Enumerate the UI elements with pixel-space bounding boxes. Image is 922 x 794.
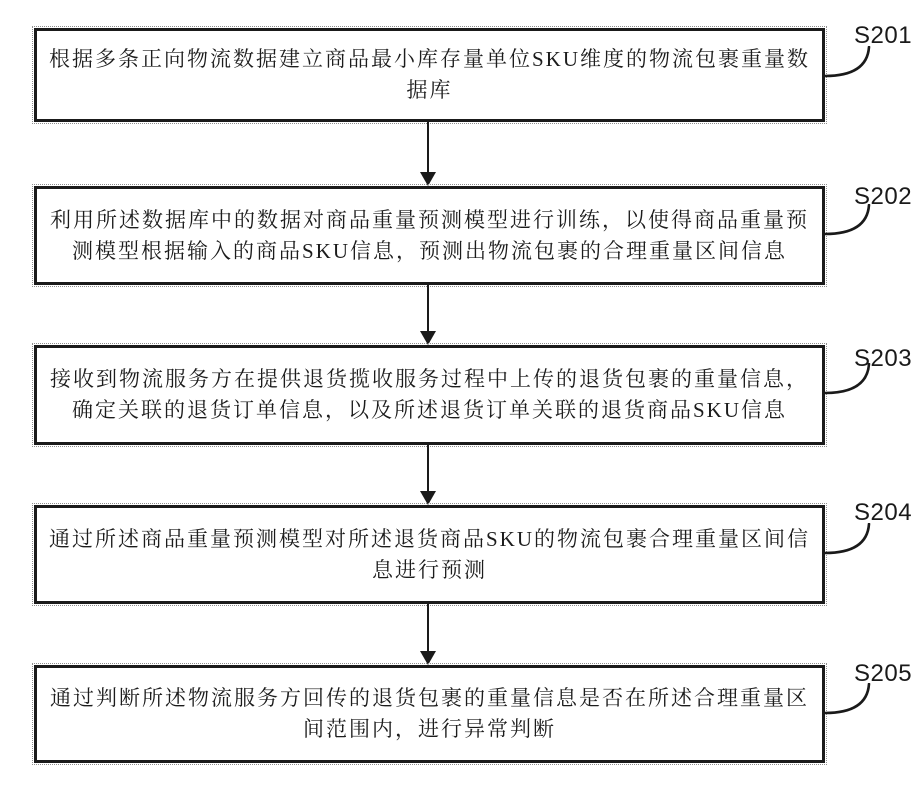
callout-curve-s202 bbox=[823, 204, 875, 238]
arrow-head-icon bbox=[420, 491, 436, 505]
callout-curve-s203 bbox=[823, 363, 875, 397]
step-box-s205 bbox=[34, 665, 825, 763]
arrow-shaft bbox=[427, 285, 429, 333]
step-box-s201 bbox=[34, 28, 825, 122]
arrow-head-icon bbox=[420, 331, 436, 345]
arrow-shaft bbox=[427, 445, 429, 493]
step-box-s203 bbox=[34, 345, 825, 445]
step-label-s203: S203 bbox=[854, 345, 913, 372]
step-text-s204: 通过所述商品重量预测模型对所述退货商品SKU的物流包裹合理重量区间信息进行预测 bbox=[48, 526, 810, 582]
step-label-s202: S202 bbox=[854, 183, 913, 210]
step-box-s202 bbox=[34, 186, 825, 285]
callout-curve-s201 bbox=[823, 46, 875, 80]
arrow-head-icon bbox=[420, 172, 436, 186]
step-text-s202: 利用所述数据库中的数据对商品重量预测模型进行训练，以使得商品重量预测模型根据输入的商品SKU信息，预测出物流包裹的合理重量区间信息 bbox=[50, 207, 809, 263]
arrow-shaft bbox=[427, 122, 429, 174]
flow-arrow-2 bbox=[420, 285, 436, 345]
flow-arrow-3 bbox=[420, 445, 436, 505]
step-box-s204 bbox=[34, 505, 825, 604]
step-label-s205: S205 bbox=[854, 660, 913, 687]
arrow-head-icon bbox=[420, 651, 436, 665]
step-label-s204: S204 bbox=[854, 499, 913, 526]
step-text-s205: 通过判断所述物流服务方回传的退货包裹的重量信息是否在所述合理重量区间范围内，进行异常判断 bbox=[50, 686, 809, 741]
flow-arrow-4 bbox=[420, 604, 436, 665]
flow-arrow-1 bbox=[420, 122, 436, 186]
step-label-s201: S201 bbox=[854, 22, 913, 49]
callout-curve-s205 bbox=[823, 683, 875, 717]
step-text-s203: 接收到物流服务方在提供退货揽收服务过程中上传的退货包裹的重量信息，确定关联的退货订单信息，以及所述退货订单关联的退货商品SKU信息 bbox=[50, 367, 809, 422]
step-text-s201: 根据多条正向物流数据建立商品最小库存量单位SKU维度的物流包裹重量数据库 bbox=[48, 47, 810, 102]
callout-curve-s204 bbox=[823, 523, 875, 557]
arrow-shaft bbox=[427, 604, 429, 653]
